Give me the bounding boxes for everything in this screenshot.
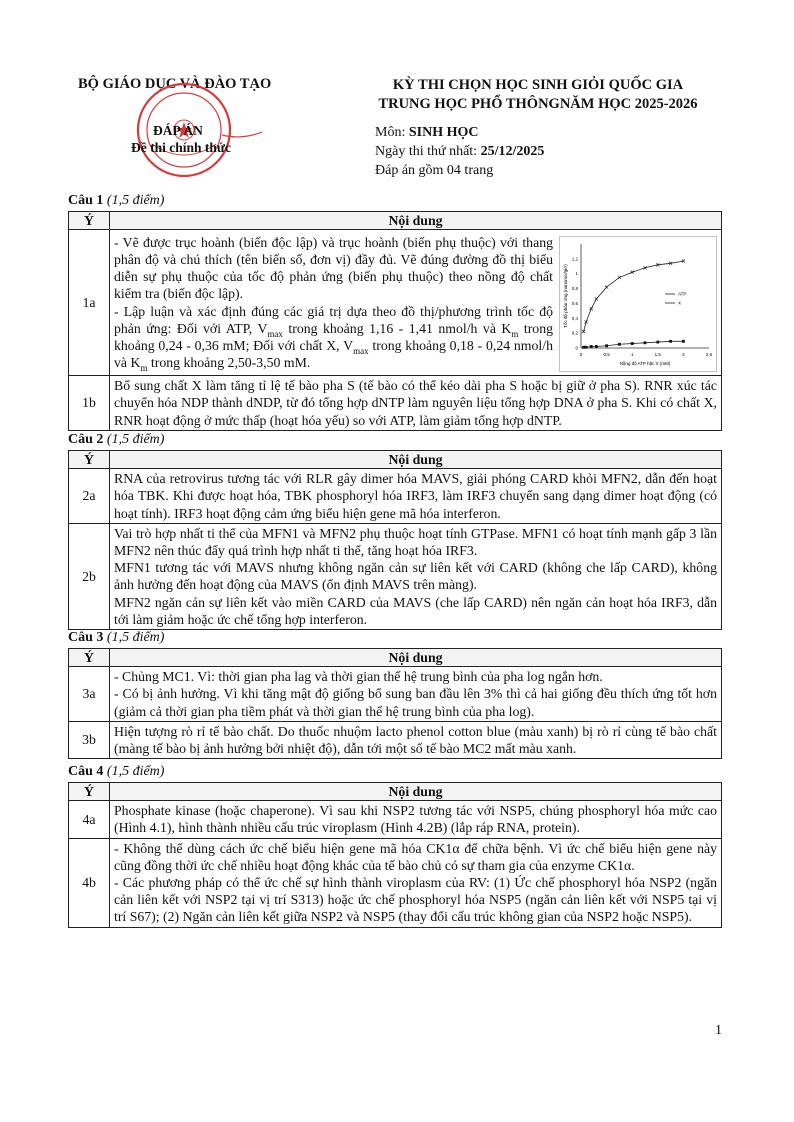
subscript: m [140, 362, 148, 373]
question-1-label: Câu 1 [68, 193, 104, 208]
question-3-label: Câu 3 [68, 630, 104, 645]
question-4-title [68, 764, 164, 780]
question-1-title [68, 193, 164, 209]
y-tick-label: 0,4 [571, 315, 578, 321]
question-4-label: Câu 4 [68, 764, 104, 779]
stamp-line-2: Đề thi chính thức [131, 140, 231, 155]
x-tick-label: 1 [630, 351, 634, 357]
answer-paragraph: MFN1 tương tác với MAVS nhưng không ngăn cản sự liên kết với CARD (không che lấp CARD), không ảnh hưởng đến hoạt động của MAVS (ổn định MAVS trên màng). [114, 560, 717, 593]
question-1-points: (1,5 điểm) [106, 193, 165, 208]
question-4-table [68, 782, 722, 928]
row-id: 4b [69, 838, 110, 927]
answer-paragraph: - Vẽ được trục hoành (biến độc lập) và trục hoành (biến phụ thuộc) với thang phân độ và chú thích (tên biến số, đơn vị) đầy đủ. Vẽ đúng đường đồ thị biểu diễn sự phụ thuộc của tốc độ phản ứng (biến phụ thuộc) theo nồng độ chất kiểm tra (biến độc lập). [114, 234, 553, 302]
row-id: 3b [69, 721, 110, 758]
col-content-header: Nội dung [110, 212, 722, 230]
answer-paragraph: - Các phương pháp có thể ức chế sự hình thành viroplasm của RV: (1) Ức chế phosphoryl hóa NSP2 (ngăn cản liên kết với NSP2 tại vị trí S313) hoặc ức chế phosphoryl hóa NSP5 (ngăn cản liên kết với NSP5 tại vị trí S67); (2) Ngăn cản liên kết giữa NSP2 và NSP5 (thay đổi cấu trúc không gian của NSP2 hoặc NSP5). [114, 875, 717, 925]
data-point-X [618, 343, 621, 346]
answer-content [110, 523, 722, 629]
table-row [69, 469, 722, 524]
table-row [69, 838, 722, 927]
answer-content: Phosphate kinase (hoặc chaperone). Vì sau khi NSP2 tương tác với NSP5, chúng phosphoryl hóa mức cao (Hình 4.1), hình thành nhiều cấu trúc viroplasm (Hình 4.2B) (lắp ráp RNA, protein). [110, 801, 722, 838]
stamp-text [131, 122, 281, 156]
exam-title [338, 76, 738, 114]
text-segment: - Lập luận và xác định đúng các giá trị dựa theo đồ thị/phương trình tốc độ phản ứng: Đối với ATP, V [114, 303, 553, 336]
data-point-X [656, 340, 659, 343]
y-tick-label: 0,8 [571, 285, 578, 291]
data-point-X [595, 345, 598, 348]
text-segment: trong khoảng 1,16 - 1,41 nmol/h và K [282, 320, 512, 336]
question-2-points: (1,5 điểm) [106, 432, 165, 447]
data-point-X [631, 342, 634, 345]
answer-content: RNA của retrovirus tương tác với RLR gây dimer hóa MAVS, giải phóng CARD khỏi MFN2, dẫn đến hoạt hóa TBK. Khi được hoạt hóa, TBK phosphoryl hóa IRF3, làm IRF3 chuyển sang dạng dimer hoạt động (có hoạt tính). IRF3 hoạt động cảm ứng biểu hiện gene mã hóa interferon. [110, 469, 722, 524]
y-tick-label: 0 [575, 345, 578, 351]
answer-content [110, 838, 722, 927]
table-row [69, 230, 722, 376]
legend-label-X: X [678, 300, 682, 306]
question-3-table [68, 648, 722, 759]
y-tick-label: 0,6 [571, 300, 578, 306]
y-axis-label: Tốc độ phản ứng (nanomol/giờ) [563, 263, 568, 328]
stamp-line-1: ĐÁP ÁN [153, 123, 203, 138]
col-y-header: Ý [69, 783, 110, 801]
answer-content [110, 230, 722, 376]
x-tick-label: 0,5 [603, 351, 610, 357]
table-row [69, 667, 722, 722]
answer-paragraph: MFN2 ngăn cản sự liên kết vào miền CARD của MAVS (che lấp CARD) nên ngăn cản hoạt hóa IRF3, dẫn tới làm giảm hoặc ức chế tổng hợp interferon. [114, 594, 717, 627]
answer-content: Bổ sung chất X làm tăng tỉ lệ tế bào pha S (tế bào có thể kéo dài pha S hoặc bị giữ ở pha S). RNR xúc tác chuyển hóa NDP thành dNDP, từ đó tổng hợp dNTP làm nguyên liệu tổng hợp DNA ở pha S. Khi có chất X, RNR hoạt động ở mức thấp (hoạt hóa yếu) so với ATP, làm giảm tổng hợp dNTP. [110, 376, 722, 431]
x-tick-label: 1,5 [654, 351, 661, 357]
date-value: 25/12/2025 [480, 144, 545, 159]
chart-frame [560, 236, 717, 371]
page-number: 1 [715, 1023, 722, 1038]
question-3-points: (1,5 điểm) [106, 630, 165, 645]
data-point-X [590, 345, 593, 348]
exam-title-line-1: KỲ THI CHỌN HỌC SINH GIỎI QUỐC GIA [392, 77, 684, 93]
table-row [69, 523, 722, 629]
table-row [69, 376, 722, 431]
y-tick-label: 1,2 [571, 256, 578, 262]
x-tick-label: 2,5 [705, 351, 713, 357]
answer-paragraph: - Có bị ảnh hưởng. Vì khi tăng mật độ giống bổ sung ban đầu lên 3% thì cả hai giống đều thích ứng tốt hơn (giảm cả thời gian pha tiềm phát và thời gian thế hệ trung bình của pha log). [114, 686, 717, 719]
col-y-header: Ý [69, 649, 110, 667]
col-content-header: Nội dung [110, 783, 722, 801]
data-point-X [644, 341, 647, 344]
question-2-table [68, 450, 722, 630]
x-tick-label: 0 [579, 351, 583, 357]
col-y-header: Ý [69, 451, 110, 469]
subscript: max [267, 328, 283, 339]
exam-title-line-2: TRUNG HỌC PHỔ THÔNGNĂM HỌC 2025-2026 [378, 96, 698, 112]
table-row [69, 801, 722, 838]
x-tick-label: 2 [682, 351, 685, 357]
answer-content [110, 667, 722, 722]
question-4-points: (1,5 điểm) [106, 764, 165, 779]
legend-label-ATP: ATP [678, 291, 687, 297]
text-segment: trong khoảng 0,24 - 0,36 mM; Đối với chất X, V [114, 320, 553, 353]
answer-paragraph: Vai trò hợp nhất ti thể của MFN1 và MFN2 phụ thuộc hoạt tính GTPase. MFN1 có hoạt tính mạnh gấp 3 lần MFN2 nên thúc đẩy quá trình hợp nhất ti thể, tăng hoạt hóa IRF3. [114, 525, 717, 559]
col-content-header: Nội dung [110, 451, 722, 469]
page-count: Đáp án gồm 04 trang [375, 163, 494, 178]
row-id: 2a [69, 469, 110, 524]
subject-value: SINH HỌC [408, 125, 479, 140]
data-point-X [585, 346, 588, 349]
data-point-X [669, 340, 672, 343]
y-tick-label: 1 [575, 270, 578, 276]
answer-paragraph: - Không thể dùng cách ức chế biểu hiện gene mã hóa CK1α để chữa bệnh. Vì ức chế biểu hiện gene này cũng đồng thời ức chế nhiều hoạt động khác của tế bào chủ có sự tham gia của enzyme CK1α. [114, 840, 717, 873]
row-id: 2b [69, 523, 110, 629]
row-id: 3a [69, 667, 110, 722]
date-line [375, 144, 544, 160]
col-y-header: Ý [69, 212, 110, 230]
row-id: 1b [69, 376, 110, 431]
question-1-table [68, 211, 722, 431]
ministry-name: BỘ GIÁO DỤC VÀ ĐÀO TẠO [78, 76, 272, 92]
answer-paragraph: - Chủng MC1. Vì: thời gian pha lag và thời gian thế hệ trung bình của pha log ngắn hơn. [114, 669, 603, 685]
data-point-X [605, 344, 608, 347]
row-id: 4a [69, 801, 110, 838]
kinetics-chart [559, 236, 717, 372]
text-segment: trong khoảng 0,18 - 0,24 nmol/h và K [114, 337, 553, 371]
subscript: m [511, 328, 519, 339]
text-segment: trong khoảng 2,50-3,50 mM. [147, 355, 311, 371]
row-id: 1a [69, 230, 110, 376]
table-row [69, 721, 722, 758]
col-content-header: Nội dung [110, 649, 722, 667]
answer-content: Hiện tượng rò rỉ tế bào chất. Do thuốc nhuộm lacto phenol cotton blue (màu xanh) bị rò rỉ cùng tế bào chất (màng tế bào bị ảnh hưởng bởi nhiệt độ), dẫn tới một số tế bào MC2 mất màu xanh. [110, 721, 722, 758]
subject-line [375, 125, 478, 141]
question-3-title [68, 630, 164, 646]
data-point-X [582, 346, 585, 349]
question-2-label: Câu 2 [68, 432, 104, 447]
data-point-X [682, 340, 685, 343]
y-tick-label: 0,2 [571, 330, 578, 336]
question-2-title [68, 432, 164, 448]
subject-label: Môn: [375, 125, 409, 140]
date-label: Ngày thi thứ nhất: [375, 144, 481, 159]
x-axis-label: Nồng độ ATP hặc X (mM) [619, 360, 671, 366]
subscript: max [353, 345, 369, 356]
